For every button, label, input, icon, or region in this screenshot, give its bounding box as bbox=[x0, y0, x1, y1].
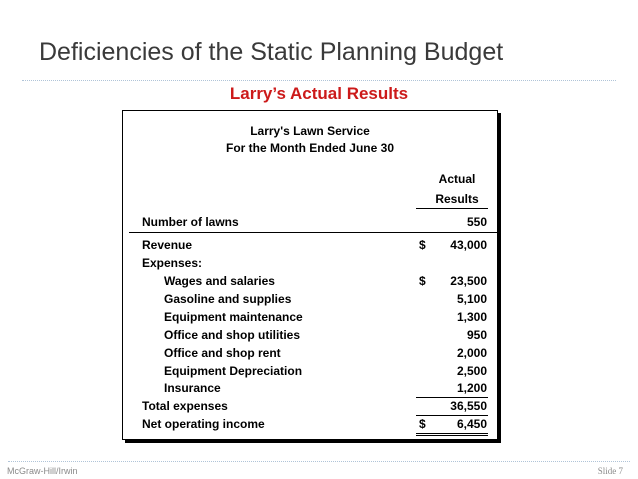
row-label: Office and shop rent bbox=[164, 346, 281, 360]
row-amount: 5,100 bbox=[456, 292, 487, 306]
revenue-row bbox=[129, 238, 491, 256]
expenses-heading-row bbox=[129, 256, 491, 274]
row-amount: 43,000 bbox=[450, 238, 487, 252]
report-period: For the Month Ended June 30 bbox=[225, 141, 394, 155]
row-label: Total expenses bbox=[142, 399, 228, 413]
lawns-row bbox=[129, 215, 491, 233]
row-amount: 1,200 bbox=[456, 381, 487, 395]
slide-title: Deficiencies of the Static Planning Budget bbox=[39, 38, 504, 66]
row-label: Number of lawns bbox=[142, 215, 239, 229]
slide-number: Slide 7 bbox=[597, 466, 623, 476]
dollar-sign: $ bbox=[419, 238, 426, 252]
income-statement-panel bbox=[122, 110, 498, 440]
expense-row bbox=[129, 346, 491, 364]
section-divider bbox=[129, 232, 499, 233]
column-header-underline bbox=[416, 208, 488, 209]
net-income-double-underline bbox=[416, 433, 488, 436]
expense-row bbox=[129, 310, 491, 328]
title-divider bbox=[22, 80, 616, 81]
row-amount: 1,300 bbox=[456, 310, 487, 324]
expense-row bbox=[129, 274, 491, 292]
row-amount: 2,500 bbox=[456, 364, 487, 378]
slide-subtitle: Larry’s Actual Results bbox=[229, 84, 409, 103]
total-underline bbox=[416, 415, 488, 416]
dollar-sign: $ bbox=[419, 417, 426, 431]
column-header-line-2: Results bbox=[435, 192, 479, 206]
row-label: Net operating income bbox=[142, 417, 265, 431]
row-label: Revenue bbox=[142, 238, 193, 252]
row-amount: 36,550 bbox=[450, 399, 487, 413]
dollar-sign: $ bbox=[419, 274, 426, 288]
row-label: Equipment Depreciation bbox=[164, 364, 303, 378]
row-amount: 6,450 bbox=[456, 417, 487, 431]
expense-row bbox=[129, 292, 491, 310]
subtotal-underline bbox=[416, 397, 488, 398]
row-amount: 23,500 bbox=[450, 274, 487, 288]
column-header-line-1: Actual bbox=[438, 172, 476, 186]
expense-row bbox=[129, 328, 491, 346]
row-amount: 950 bbox=[466, 328, 487, 342]
expense-row bbox=[129, 364, 491, 382]
row-label: Office and shop utilities bbox=[164, 328, 301, 342]
company-name: Larry's Lawn Service bbox=[250, 124, 370, 138]
footer-divider bbox=[8, 461, 630, 462]
row-label: Expenses: bbox=[142, 256, 203, 270]
row-label: Wages and salaries bbox=[164, 274, 275, 288]
row-label: Equipment maintenance bbox=[164, 310, 303, 324]
row-label: Gasoline and supplies bbox=[164, 292, 292, 306]
row-amount: 2,000 bbox=[456, 346, 487, 360]
row-label: Insurance bbox=[164, 381, 221, 395]
row-amount: 550 bbox=[466, 215, 487, 229]
publisher-footer: McGraw-Hill/Irwin bbox=[7, 466, 78, 476]
